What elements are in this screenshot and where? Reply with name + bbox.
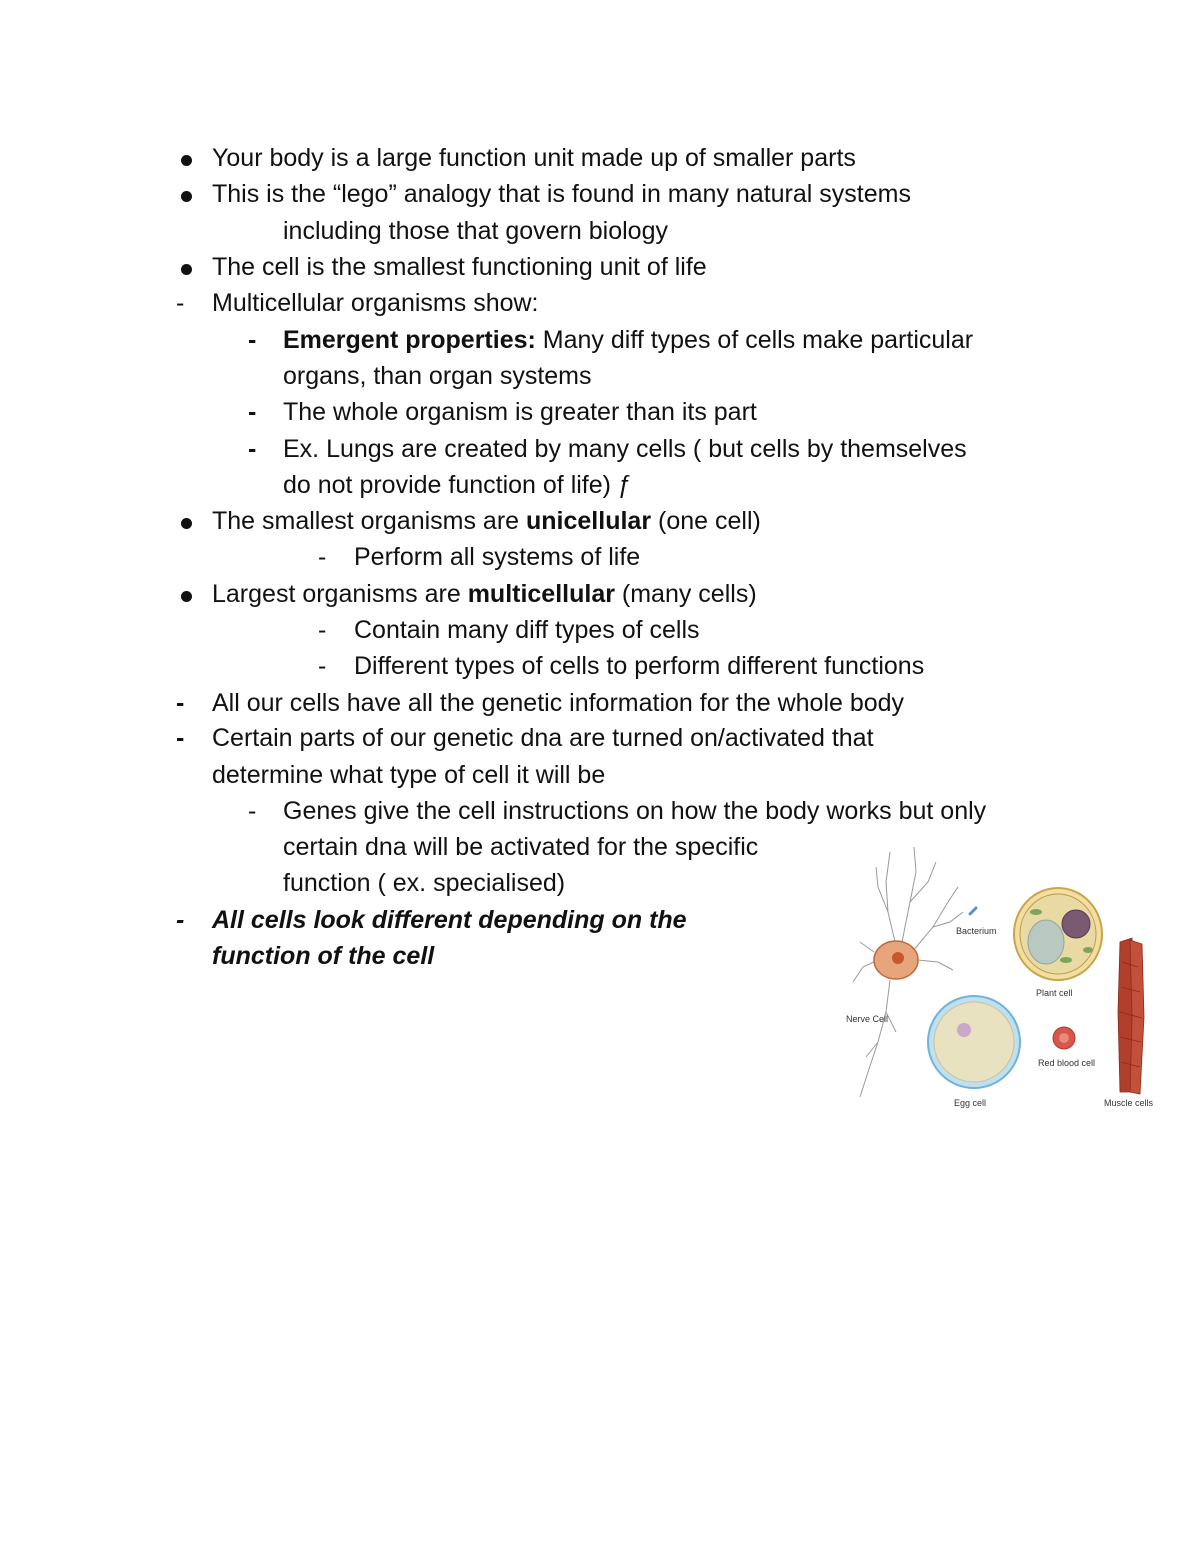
term-emergent-properties: Emergent properties: [283,326,536,354]
note-line: Ex. Lungs are created by many cells ( but cells by themselves [283,435,967,463]
bacterium [970,908,976,914]
bullet-dot [181,155,192,166]
chloroplast [1060,957,1072,963]
dash-marker: - [318,652,327,680]
dash-marker: - [248,435,257,463]
note-line [212,579,757,609]
note-line: including those that govern biology [283,217,668,245]
note-line: Perform all systems of life [354,543,641,571]
note-line: The whole organism is greater than its part [283,398,757,426]
note-line: The cell is the smallest functioning unit of life [212,253,707,281]
dash-marker: - [248,326,257,354]
term-unicellular: unicellular [526,507,652,535]
note-line: Multicellular organisms show: [212,289,539,317]
red-blood-cell-center [1059,1033,1069,1043]
dash-marker: - [318,543,327,571]
note-text: Many diff types of cells make particular [535,326,974,354]
dash-marker: - [176,289,185,317]
note-line: Different types of cells to perform different functions [354,652,925,680]
note-line: Contain many diff types of cells [354,616,700,644]
dash-marker: - [176,724,185,752]
note-line: do not provide function of life) ƒ [283,471,632,499]
bullet-dot [181,264,192,275]
note-line [283,325,973,355]
egg-cell-nucleus [957,1023,971,1037]
term-multicellular: multicellular [467,580,615,608]
dash-marker: - [248,797,257,825]
label-muscle-cells: Muscle cells [1104,1098,1154,1108]
dash-marker: - [248,398,257,426]
muscle-cells [1118,938,1144,1094]
label-egg-cell: Egg cell [954,1098,987,1108]
note-text: The smallest organisms are [212,507,527,535]
chloroplast [1030,909,1042,915]
label-nerve-cell: Nerve Cell [846,1014,889,1024]
egg-cell-inner [934,1002,1014,1082]
cell-types-figure [838,842,1160,1114]
label-bacterium: Bacterium [956,926,997,936]
bullet-dot [181,191,192,202]
note-line: Certain parts of our genetic dna are turned on/activated that [212,724,874,752]
note-line: This is the “lego” analogy that is found in many natural systems [212,180,911,208]
cell-types-illustration [838,842,1160,1114]
label-red-blood-cell: Red blood cell [1038,1058,1096,1068]
plant-cell-nucleus [1062,910,1090,938]
note-text: (many cells) [614,580,757,608]
note-line: Your body is a large function unit made up of smaller parts [212,144,856,172]
dash-marker: - [318,616,327,644]
note-text: (one cell) [651,507,761,535]
bullet-dot [181,518,192,529]
note-line [212,506,761,536]
emphasis-line: All cells look different depending on the [212,906,687,934]
note-line: All our cells have all the genetic information for the whole body [212,689,905,717]
nerve-cell-nucleus [892,952,904,964]
chloroplast [1083,947,1093,953]
plant-cell-vacuole [1028,920,1064,964]
note-text: Largest organisms are [212,580,468,608]
note-line: function ( ex. specialised) [283,869,566,897]
note-line: Genes give the cell instructions on how the body works but only [283,797,987,825]
note-line: organs, than organ systems [283,362,592,390]
note-line: determine what type of cell it will be [212,761,606,789]
bullet-dot [181,591,192,602]
dash-marker: - [176,689,185,717]
label-plant-cell: Plant cell [1036,988,1073,998]
note-line: certain dna will be activated for the specific [283,833,759,861]
dash-marker: - [176,906,185,934]
emphasis-line: function of the cell [212,942,435,970]
